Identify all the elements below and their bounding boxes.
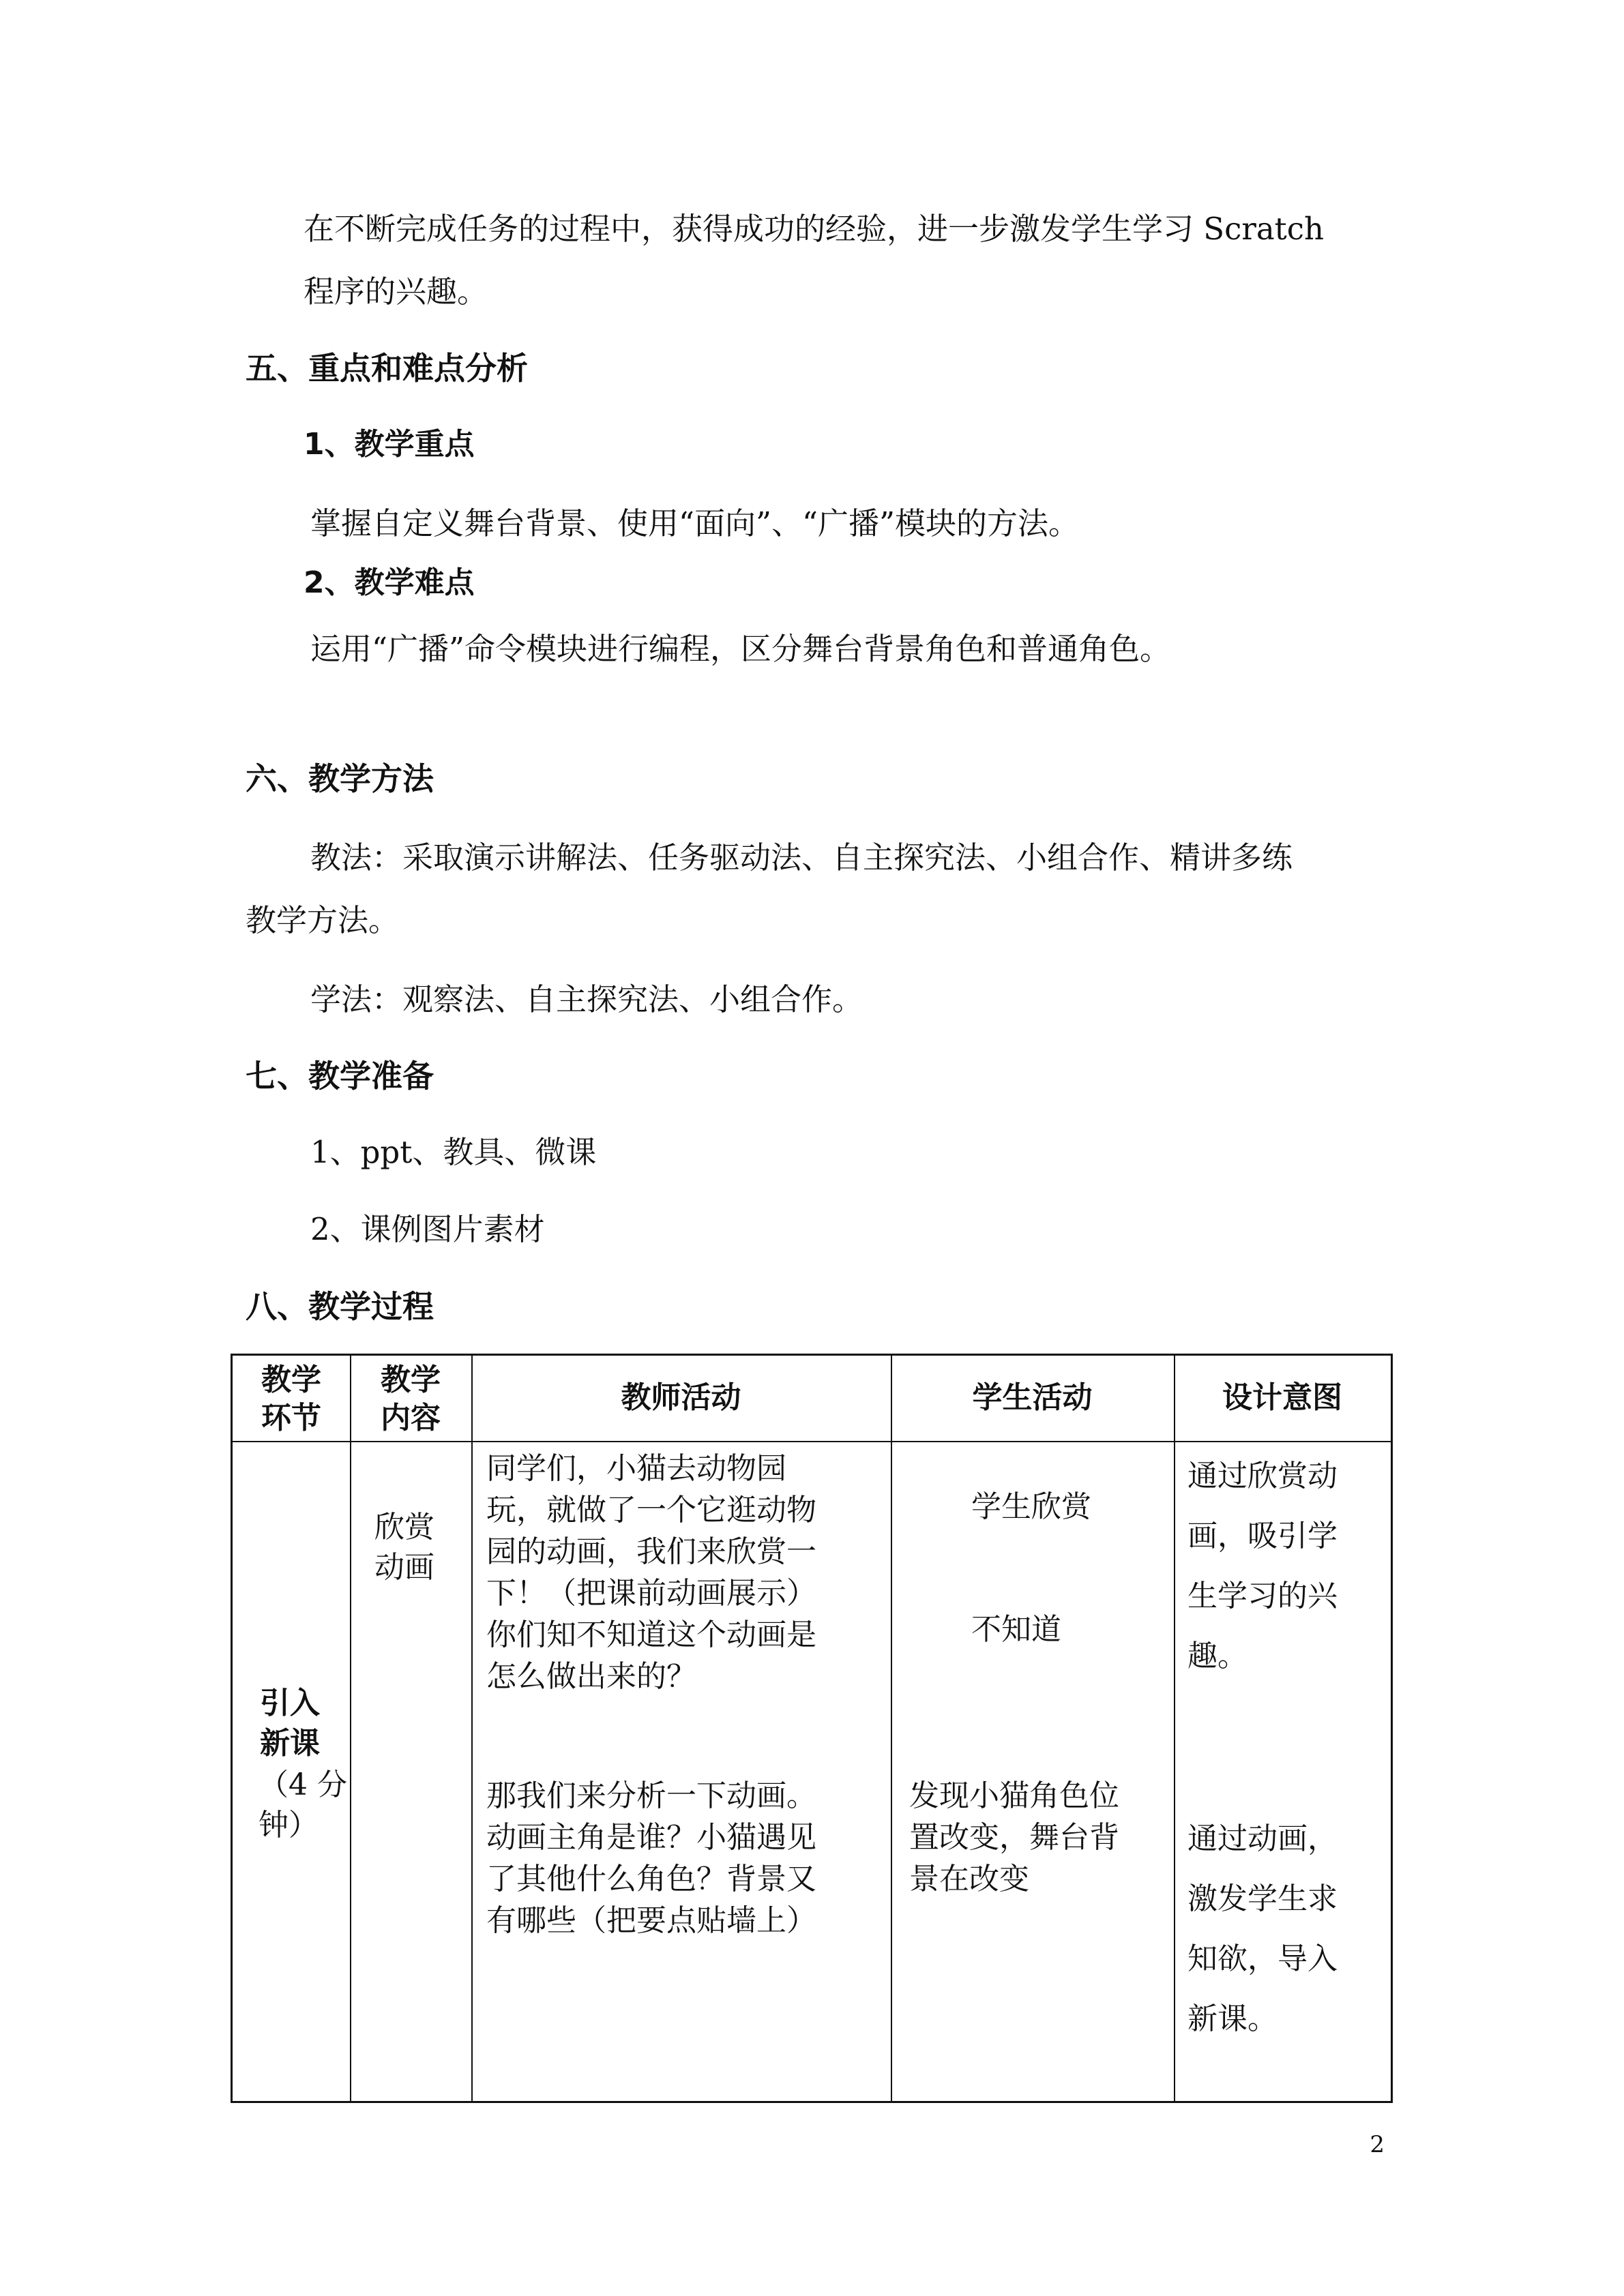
teaching-method-line-1: 教法：采取演示讲解法、任务驱动法、自主探究法、小组合作、精讲多练 <box>310 839 1293 876</box>
intro-line-1: 在不断完成任务的过程中，获得成功的经验，进一步激发学生学习 Scratch <box>304 211 1324 247</box>
section-7-title: 七、教学准备 <box>246 1058 434 1094</box>
key-point-text: 掌握自定义舞台背景、使用“面向”、“广播”模块的方法。 <box>310 505 1080 541</box>
learning-method: 学法：观察法、自主探究法、小组合作。 <box>310 981 863 1017</box>
teacher-activity-block-2: 那我们来分析一下动画。 动画主角是谁？小猫遇见 了其他什么角色？背景又 有哪些（把要点贴墙上） <box>486 1778 816 1938</box>
design-intent-block-2: 通过动画， 激发学生求 知欲，导入 新课。 <box>1187 1821 1338 2036</box>
column-divider <box>471 1356 473 2101</box>
intro-line-2: 程序的兴趣。 <box>304 273 488 310</box>
preparation-item-1: 1、ppt、教具、微课 <box>310 1134 597 1170</box>
teacher-activity-block-1: 同学们，小猫去动物园 玩，就做了一个它逛动物 园的动画，我们来欣赏一 下！（把课前动画展示） 你们知不知道这个动画是 怎么做出来的？ <box>486 1451 816 1694</box>
preparation-item-2: 2、课例图片素材 <box>310 1211 545 1247</box>
page-number: 2 <box>1370 2131 1385 2158</box>
section-6-title: 六、教学方法 <box>246 760 434 797</box>
stage-title: 引入 新课 <box>260 1686 320 1761</box>
difficulty-heading: 2、教学难点 <box>304 565 475 600</box>
header-content: 教学 内容 <box>381 1362 441 1435</box>
header-teacher-activity: 教师活动 <box>621 1380 741 1415</box>
content-topic: 欣赏 动画 <box>374 1510 434 1585</box>
student-activity-block-3: 发现小猫角色位 置改变，舞台背 景在改变 <box>909 1778 1119 1896</box>
column-divider <box>350 1356 351 2101</box>
column-divider <box>891 1356 892 2101</box>
teaching-method-line-2: 教学方法。 <box>246 902 400 938</box>
teaching-process-table <box>231 1354 1393 2103</box>
column-divider <box>1174 1356 1175 2101</box>
difficulty-text: 运用“广播”命令模块进行编程，区分舞台背景角色和普通角色。 <box>310 631 1171 667</box>
section-8-title: 八、教学过程 <box>246 1288 434 1325</box>
header-student-activity: 学生活动 <box>972 1380 1093 1415</box>
student-activity-block-1: 学生欣赏 <box>971 1489 1091 1524</box>
student-activity-block-2: 不知道 <box>971 1612 1061 1647</box>
header-stage: 教学 环节 <box>261 1362 321 1435</box>
key-point-heading: 1、教学重点 <box>304 427 475 462</box>
header-design-intent: 设计意图 <box>1222 1380 1342 1415</box>
design-intent-block-1: 通过欣赏动 画，吸引学 生学习的兴 趣。 <box>1187 1459 1338 1673</box>
stage-time: （4 分 钟） <box>259 1768 347 1843</box>
section-5-title: 五、重点和难点分析 <box>246 350 528 387</box>
header-divider <box>233 1441 1391 1442</box>
